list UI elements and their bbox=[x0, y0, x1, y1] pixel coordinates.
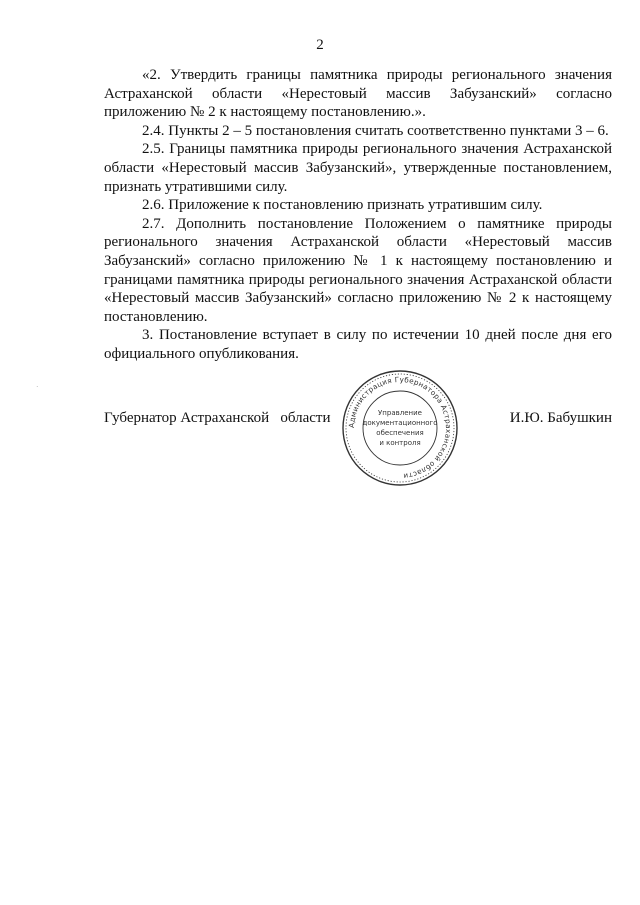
signer-name: И.Ю. Бабушкин bbox=[509, 410, 612, 426]
stamp-inner-line-4: и контроля bbox=[379, 439, 421, 447]
scan-artifact: . bbox=[36, 380, 39, 389]
paragraph-2-4: 2.4. Пункты 2 – 5 постановления считать соответственно пунктами 3 – 6. bbox=[142, 122, 609, 139]
stamp-seal-icon bbox=[340, 368, 460, 488]
official-stamp bbox=[340, 368, 460, 488]
stamp-inner-line-1: Управление bbox=[378, 409, 422, 417]
paragraph-2-5: 2.5. Границы памятника природы регионального значения Астраханской области «Нерестовый массив Забузанский», утвержденные постановлением, признать утратившими силу. bbox=[104, 141, 612, 195]
paragraph-2-amendment: «2. Утвердить границы памятника природы регионального значения Астраханской области «Нерестовый массив Забузанский» согласно приложению № 2 к настоящему постановлению.». bbox=[104, 67, 612, 121]
stamp-inner-line-2: документационного bbox=[362, 419, 438, 427]
stamp-inner-line-3: обеспечения bbox=[376, 429, 424, 437]
stamp-outer-text: Администрация Губернатора Астраханской области bbox=[346, 374, 454, 481]
paragraph-2-7: 2.7. Дополнить постановление Положением о памятнике природы регионального значения Астраханской области «Нерестовый массив Забузанский» согласно приложению № 1 к настоящему постановлению и границами памятника природы регионального значения Астраханской области «Нерестовый массив Забузанский» согласно приложению № 2 к настоящему постановлению. bbox=[104, 215, 612, 325]
page-number: 2 bbox=[316, 37, 324, 53]
paragraph-2-6: 2.6. Приложение к постановлению признать утратившим силу. bbox=[142, 197, 543, 214]
document-body bbox=[104, 66, 612, 364]
signer-title: Губернатор Астраханской области bbox=[104, 410, 331, 426]
paragraph-3: 3. Постановление вступает в силу по истечении 10 дней после дня его официального опубликования. bbox=[104, 327, 612, 362]
